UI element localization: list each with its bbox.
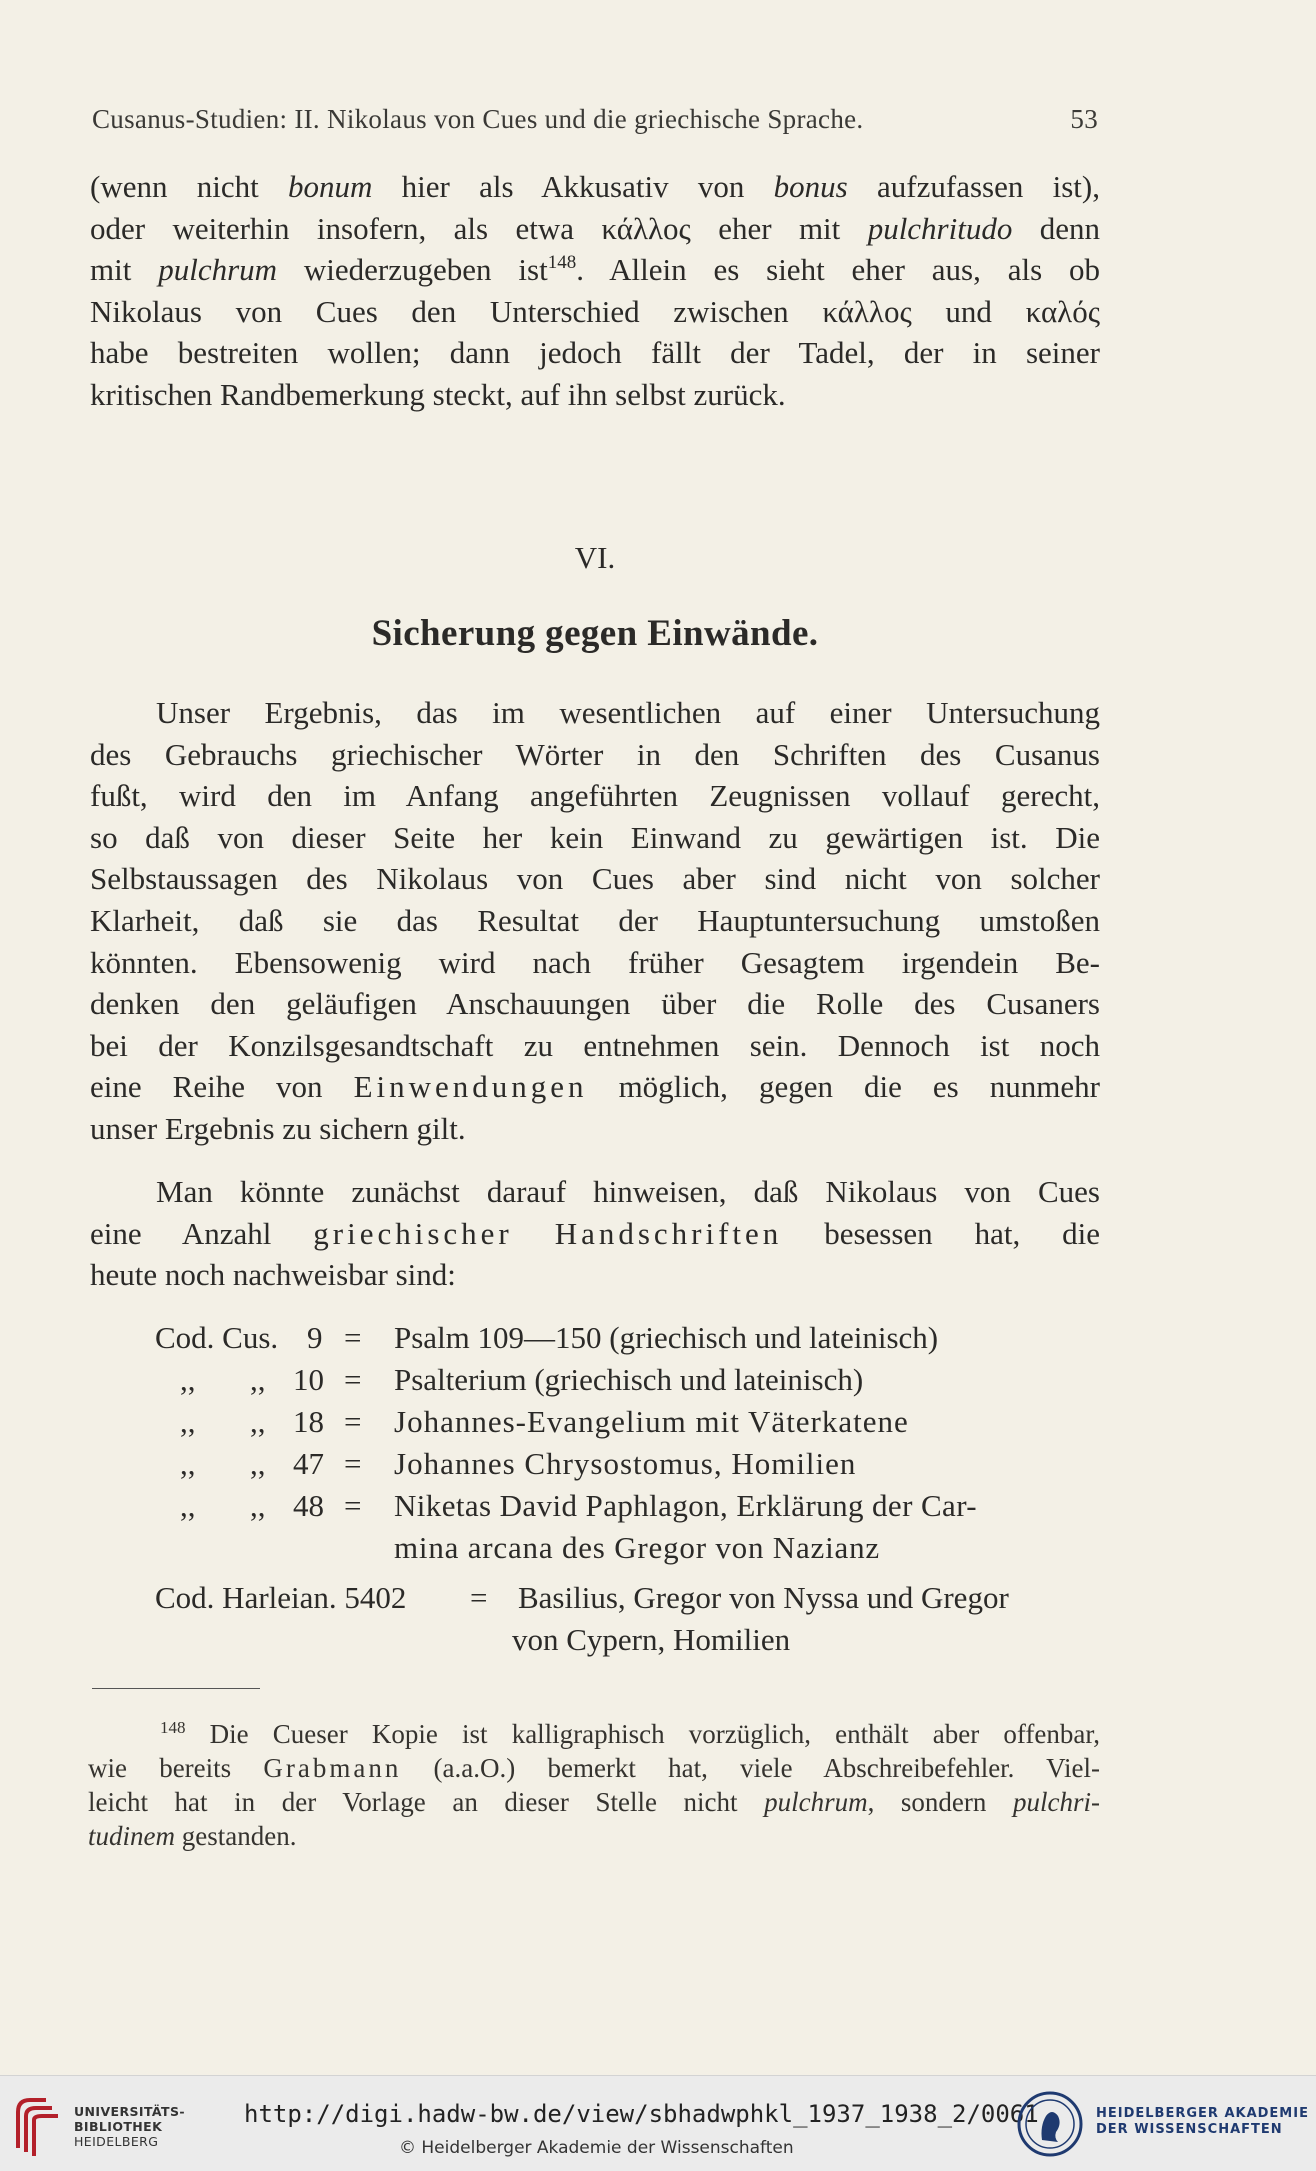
ditto-mark: ,,	[250, 1446, 266, 1481]
codex-row	[0, 1320, 1316, 1362]
equals-sign: =	[344, 1446, 362, 1481]
codex-description: Psalterium (griechisch und lateinisch)	[394, 1362, 864, 1397]
text-line: so daß von dieser Seite her kein Einwand zu gewärtigen ist. Die	[90, 819, 1100, 855]
text-line: $^{148}$ Die Cueser Kopie ist kalligraphisch vorzüglich, enthält aber offenbar,	[160, 1718, 1100, 1749]
codex-description: mina arcana des Gregor von Nazianz	[394, 1530, 880, 1565]
paragraph-2	[90, 692, 1100, 1150]
codex-row	[0, 1446, 1316, 1488]
university-library-name: UNIVERSITÄTS- BIBLIOTHEK HEIDELBERG	[74, 2104, 185, 2149]
codex-shelfmark: Cod. Cus.	[155, 1320, 279, 1355]
ditto-mark: ,,	[180, 1404, 196, 1439]
codex-description: Johannes-Evangelium mit Väterkatene	[394, 1404, 909, 1439]
text-line: könnten. Ebensowenig wird nach früher Gesagtem irgendein Be-	[90, 944, 1100, 980]
text-line: bei der Konzilsgesandtschaft zu entnehmen sein. Dennoch ist noch	[90, 1027, 1100, 1063]
text-line: fußt, wird den im Anfang angeführten Zeugnissen vollauf gerecht,	[90, 778, 1100, 814]
university-library-logo-icon[interactable]	[12, 2090, 64, 2160]
ditto-mark: ,,	[180, 1446, 196, 1481]
page-number: 53	[1070, 104, 1098, 134]
codex-row	[0, 1404, 1316, 1446]
codex-row-continuation	[0, 1622, 1316, 1664]
text-line: mit pulchrum wiederzugeben ist$^{148}$. Allein es sieht eher aus, als ob	[90, 252, 1100, 288]
codex-row	[0, 1488, 1316, 1530]
text-line: habe bestreiten wollen; dann jedoch fällt der Tadel, der in seiner	[90, 335, 1100, 371]
ditto-mark: ,,	[180, 1488, 196, 1523]
equals-sign: =	[344, 1320, 362, 1355]
text-line: unser Ergebnis zu sichern gilt.	[90, 1110, 466, 1146]
codex-row	[0, 1362, 1316, 1404]
codex-shelfmark: Cod. Harleian. 5402	[155, 1580, 407, 1615]
ditto-mark: ,,	[250, 1362, 266, 1397]
codex-number: 48	[293, 1488, 324, 1523]
footnote-divider	[92, 1688, 260, 1689]
codex-row-continuation	[0, 1530, 1316, 1572]
text-line: (wenn nicht bonum hier als Akkusativ von bonus aufzufassen ist),	[90, 169, 1100, 204]
text-line: Nikolaus von Cues den Unterschied zwischen κάλλος und καλός	[90, 293, 1100, 329]
equals-sign: =	[470, 1580, 488, 1615]
text-line: denken den geläufigen Anschauungen über die Rolle des Cusaners	[90, 986, 1100, 1022]
viewer-footer	[0, 2075, 1316, 2171]
text-line: eine Anzahl griechischer Handschriften besessen hat, die	[90, 1215, 1101, 1251]
permalink-url[interactable]: http://digi.hadw-bw.de/view/sbhadwphkl_1937_1938_2/0061	[244, 2100, 1039, 2128]
text-line: wie bereits Grabmann (a.a.O.) bemerkt hat, viele Abschreibefehler. Viel-	[88, 1753, 1101, 1783]
academy-name: HEIDELBERGER AKADEMIE DER WISSENSCHAFTEN	[1096, 2106, 1309, 2137]
text-line: heute noch nachweisbar sind:	[90, 1257, 456, 1293]
equals-sign: =	[344, 1362, 362, 1397]
copyright-notice: © Heidelberger Akademie der Wissenschaften	[399, 2138, 794, 2158]
codex-number: 18	[293, 1404, 324, 1439]
ditto-mark: ,,	[250, 1488, 266, 1523]
text-line: kritischen Randbemerkung steckt, auf ihn selbst zurück.	[90, 376, 786, 412]
section-number: VI.	[574, 540, 616, 575]
codex-description: Johannes Chrysostomus, Homilien	[394, 1446, 857, 1481]
equals-sign: =	[344, 1404, 362, 1439]
paragraph-1	[90, 166, 1100, 416]
text-line: Selbstaussagen des Nikolaus von Cues aber sind nicht von solcher	[90, 861, 1100, 897]
codex-description: Psalm 109—150 (griechisch und lateinisch)	[394, 1320, 939, 1355]
text-line: Unser Ergebnis, das im wesentlichen auf einer Untersuchung	[156, 695, 1100, 730]
academy-seal-icon[interactable]	[1016, 2088, 1084, 2160]
text-line: tudinem gestanden.	[88, 1821, 297, 1851]
codex-description: Basilius, Gregor von Nyssa und Gregor	[518, 1580, 1009, 1615]
text-line: Man könnte zunächst darauf hinweisen, daß Nikolaus von Cues	[156, 1174, 1100, 1209]
equals-sign: =	[344, 1488, 362, 1523]
codex-number: 47	[293, 1446, 324, 1481]
section-title: Sicherung gegen Einwände.	[371, 613, 819, 654]
codex-description: Niketas David Paphlagon, Erklärung der Car-	[394, 1488, 978, 1523]
text-line: eine Reihe von Einwendungen möglich, gegen die es nunmehr	[90, 1069, 1100, 1105]
running-header	[92, 104, 1098, 135]
text-line: des Gebrauchs griechischer Wörter in den Schriften des Cusanus	[90, 736, 1100, 772]
footnote-148	[88, 1717, 1100, 1853]
running-title: Cusanus-Studien: II. Nikolaus von Cues und die griechische Sprache.	[92, 104, 864, 134]
ditto-mark: ,,	[250, 1404, 266, 1439]
codex-number: 9	[307, 1320, 323, 1355]
text-line: leicht hat in der Vorlage an dieser Stelle nicht pulchrum, sondern pulchri-	[88, 1787, 1100, 1817]
text-line: oder weiterhin insofern, als etwa κάλλος eher mit pulchritudo denn	[90, 210, 1101, 246]
footnote-ref: 148	[547, 252, 577, 274]
codex-row	[0, 1580, 1316, 1622]
text-line: Klarheit, daß sie das Resultat der Hauptuntersuchung umstoßen	[90, 902, 1100, 938]
paragraph-3	[90, 1171, 1100, 1296]
codex-description: von Cypern, Homilien	[512, 1622, 791, 1657]
codex-number: 10	[293, 1362, 324, 1397]
ditto-mark: ,,	[180, 1362, 196, 1397]
